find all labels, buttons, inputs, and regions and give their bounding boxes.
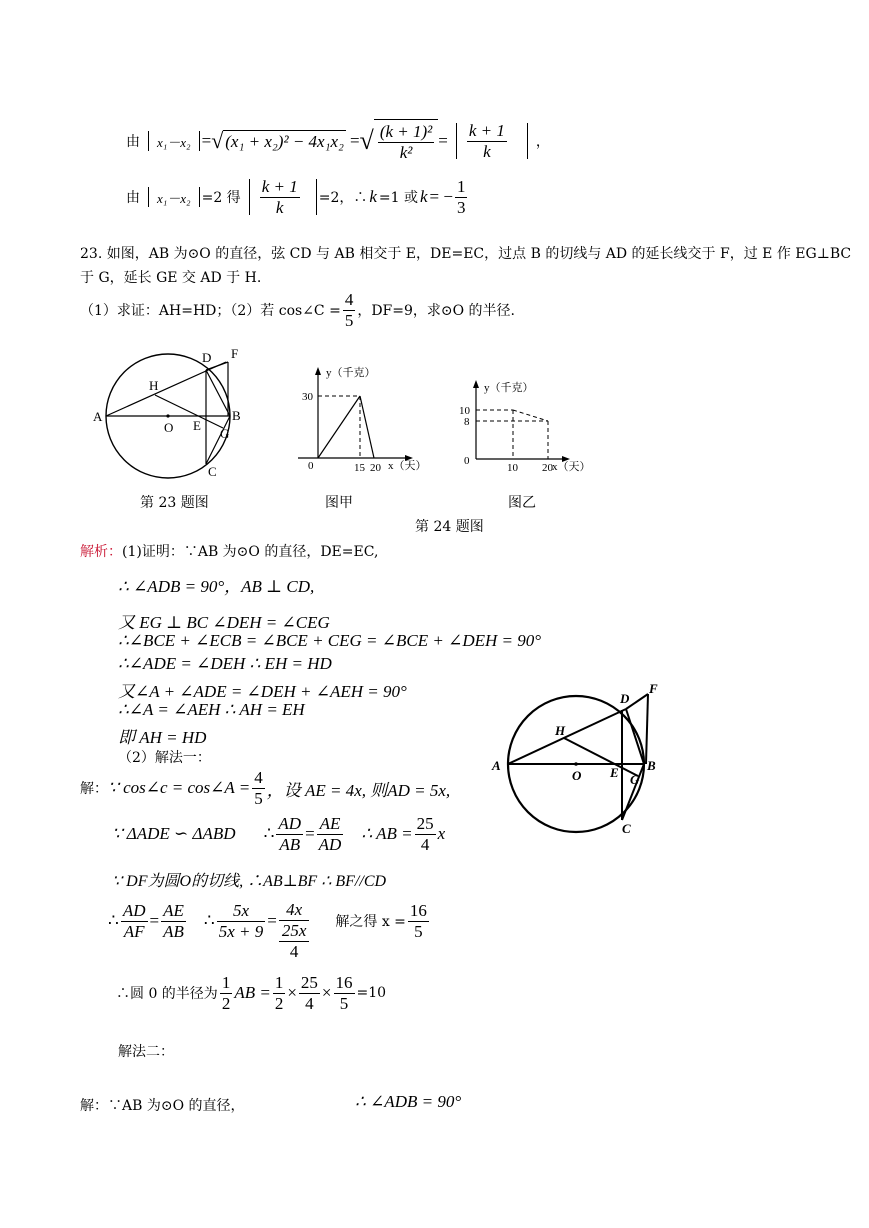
fraction (161, 901, 186, 941)
y-axis-label: y（千克） (484, 382, 534, 394)
fraction (217, 901, 266, 941)
fraction-numerator: 1 (221, 972, 231, 992)
times-sign: × (321, 983, 332, 1002)
fraction (317, 814, 344, 854)
fraction-numerator: 1 (456, 176, 466, 196)
fraction-numerator: 16 (335, 972, 353, 992)
step-2: 又 EG ⊥ BC ∠DEH = ∠CEG (118, 613, 330, 632)
last-line-right: ∴ ∠ADB = 90° (355, 1092, 462, 1111)
fraction-denominator: 2 (274, 993, 284, 1013)
fraction (415, 814, 436, 854)
problem-line-2: 于 G，延长 GE 交 AD 于 H. (80, 270, 262, 286)
fraction (121, 901, 148, 941)
fig-label: F (231, 346, 239, 361)
fraction-denominator: AB (163, 921, 184, 941)
last-line-left: 解：∵AB 为⊙O 的直径， (80, 1098, 245, 1114)
method-1-heading: （2）解法一： (118, 750, 211, 766)
equals-sign: = (149, 911, 160, 930)
fraction-numerator: 16 (409, 900, 427, 920)
solution-head (80, 541, 378, 561)
fig-label: E (193, 418, 201, 433)
step-5: 又∠A + ∠ADE = ∠DEH + ∠AEH = 90° (118, 682, 407, 701)
solution-label: 解析： (80, 544, 122, 560)
fig-label: F (649, 681, 658, 696)
radius-result: =10 (356, 985, 387, 1001)
fraction-numerator: 1 (274, 972, 284, 992)
line-db (206, 370, 230, 416)
fraction-denominator: 4 (299, 993, 320, 1014)
fraction (408, 901, 429, 941)
fraction (260, 177, 300, 217)
fig-jia-caption: 图甲 (325, 495, 353, 511)
variable-x: x (437, 824, 446, 843)
tangent-bf (646, 694, 648, 764)
fraction-denominator: 5x + 9 (218, 921, 264, 941)
fig-yi-caption: 图乙 (508, 495, 536, 511)
step-4: ∴∠ADE = ∠DEH ∴ EH = HD (118, 654, 332, 673)
fig-label: A (93, 409, 103, 424)
you-text: 由 (126, 134, 140, 150)
sqrt-fraction-wrapper (374, 119, 438, 162)
figure-right (488, 680, 678, 840)
problem-line-1: 23. 如图，AB 为⊙O 的直径，弦 CD 与 AB 相交于 E，DE=EC，过点 B 的切线与 AD 的延长线交于 F，过 E 作 EG⊥BC (80, 246, 852, 262)
sqrt-symbol: √ (211, 128, 224, 153)
therefore-sign: ∴ (203, 911, 215, 930)
y-tick: 0 (464, 455, 470, 467)
fraction-numerator: 25 (300, 972, 318, 992)
abs-bar (527, 123, 528, 159)
similarity-line (112, 812, 445, 856)
equals-sign: = (267, 911, 277, 930)
x-tick: 15 (354, 462, 365, 474)
series-slope (513, 410, 548, 421)
fraction-denominator: 5 (408, 921, 429, 942)
top-line-2 (126, 172, 469, 222)
fig-label: O (164, 420, 174, 435)
radius-line (116, 970, 386, 1016)
equals-text: =2 得 (201, 190, 241, 206)
fraction-numerator: 4x (286, 900, 303, 919)
fraction-denominator: k (260, 197, 300, 218)
ratio-line (108, 898, 431, 968)
equals-sign: = (305, 824, 315, 843)
center-o (166, 414, 169, 417)
fig-label: G (220, 426, 230, 441)
y-tick: 30 (302, 391, 313, 403)
method-2-heading: 解法二： (118, 1044, 174, 1060)
equals-negative: = − (429, 187, 453, 206)
fraction-denominator: AD (318, 834, 342, 854)
fraction-numerator: 5x (232, 900, 249, 920)
fig-label: B (647, 758, 656, 773)
fraction (252, 768, 265, 808)
sqrt-content: (x₁ + x₂)² − 4x₁x₂ (225, 132, 344, 151)
abs-bar (249, 179, 250, 215)
abs-bar (316, 179, 317, 215)
line-db (626, 709, 644, 764)
fraction-numerator: AD (278, 813, 302, 833)
y-tick: 8 (464, 416, 470, 428)
abs-bar (199, 187, 200, 207)
variable-k: k (369, 187, 377, 206)
equals-sign: = (438, 131, 448, 150)
sqrt-symbol: √ (359, 126, 374, 155)
fig-label: C (208, 464, 217, 479)
step-1: ∴ ∠ADB = 90°，AB ⊥ CD, (118, 577, 315, 596)
fraction (276, 814, 303, 854)
ab-expression: ∴ AB = (361, 824, 413, 843)
similar-triangles: ∵ ΔADE ∽ ΔABD (112, 824, 236, 843)
problem-part-2: ，DF=9，求⊙O 的半径. (357, 303, 516, 319)
fraction-denominator: AB (276, 834, 303, 855)
abs-bar (148, 187, 149, 207)
fig-label: O (572, 768, 582, 783)
fraction (334, 973, 355, 1013)
therefore-sign: ∴ (108, 911, 119, 930)
jie-label: 解： (80, 781, 108, 797)
fraction-denominator: 5 (334, 993, 355, 1014)
value-text: =1 或 (378, 190, 418, 206)
top-line-1 (126, 116, 550, 166)
fraction-denominator: 5 (254, 788, 263, 808)
fraction (455, 177, 468, 217)
times-sign: × (287, 983, 297, 1002)
fraction-numerator: k + 1 (261, 176, 298, 196)
fig-label: A (492, 758, 501, 773)
equals-text: =2，∴ (318, 190, 368, 206)
series-line-down (360, 396, 374, 458)
figure-yi (450, 375, 610, 475)
fraction-denominator: 5 (344, 310, 354, 330)
x-axis-label: x（天） (552, 461, 591, 473)
line-ad (106, 362, 226, 416)
fig-label: D (202, 350, 212, 365)
y-axis-arrow (315, 367, 321, 375)
figure-jia (288, 362, 438, 477)
fraction-numerator: AE (163, 900, 184, 920)
problem-part-1: （1）求证：AH=HD；（2）若 cos∠C = (80, 303, 341, 319)
you-text: 由 (126, 190, 140, 206)
fig-label: D (620, 691, 630, 706)
y-axis-label: y（千克） (326, 367, 376, 379)
x-tick: 0 (308, 460, 314, 472)
equals-sign: = (201, 131, 212, 150)
fraction (467, 121, 507, 161)
abs-bar (148, 131, 149, 151)
compound-fraction (279, 900, 310, 962)
comma: ， (535, 134, 550, 150)
fraction-numerator: k + 1 (468, 120, 505, 140)
fraction-denominator: AF (121, 921, 148, 942)
fraction (378, 122, 434, 162)
abs-bar (456, 123, 457, 159)
x-tick: 10 (507, 462, 518, 474)
fig-label: H (555, 723, 566, 738)
cos-assumption: ，设 AE = 4x, 则AD = 5x, (266, 780, 451, 800)
step-6: ∴∠A = ∠AEH ∴ AH = EH (118, 700, 305, 719)
fraction (220, 973, 233, 1013)
fig23-caption: 第 23 题图 (140, 495, 209, 511)
center-o (574, 762, 578, 766)
fraction (299, 973, 320, 1013)
fig-label: C (622, 821, 631, 836)
fraction-numerator: AE (319, 813, 341, 833)
fraction-inner-denominator: 4 (279, 941, 310, 962)
variable-k: k (420, 187, 428, 206)
problem-parts (80, 288, 515, 332)
fraction-denominator: k² (378, 142, 434, 163)
step-3: ∴∠BCE + ∠ECB = ∠BCE + CEG = ∠BCE + ∠DEH = 90° (118, 631, 542, 650)
x-axis-label: x（天） (388, 460, 427, 472)
fig-label: H (149, 378, 159, 393)
fraction-denominator: k (467, 141, 507, 162)
equals-sign: = (349, 131, 360, 150)
abs-expression: x₁－x₂ (157, 190, 191, 206)
tangent-line: ∵ DF为圆O的切线, ∴AB⊥BF ∴ BF//CD (112, 873, 387, 890)
fraction-denominator: 3 (456, 197, 466, 217)
series-line-up (318, 396, 360, 458)
fig-label: G (630, 772, 640, 787)
fraction-numerator: 4 (254, 767, 263, 787)
fraction (273, 973, 286, 1013)
y-axis-arrow (473, 380, 479, 388)
fraction-inner-numerator: 25x (279, 920, 310, 941)
step-7: 即 AH = HD (118, 728, 207, 747)
abs-bar (199, 131, 200, 151)
fig24-caption: 第 24 题图 (415, 519, 484, 535)
therefore-sign: ∴ (263, 824, 275, 843)
radius-text: ∴圆 0 的半径为 (116, 986, 218, 1002)
fraction-numerator: 4 (344, 289, 354, 309)
proof-head: (1)证明：∵AB 为⊙O 的直径，DE=EC, (122, 544, 379, 560)
y-tick: 10 (459, 405, 470, 417)
figure-23 (85, 340, 260, 480)
x-tick: 20 (542, 462, 553, 474)
fig-label: B (232, 408, 241, 423)
fraction-numerator: (k + 1)² (379, 122, 433, 142)
fraction-numerator: AD (122, 900, 146, 920)
fraction-numerator: 25 (416, 813, 434, 833)
abs-expression: x₁－x₂ (157, 134, 191, 150)
fig-label: E (610, 765, 619, 780)
x-tick: 20 (370, 462, 381, 474)
fraction (343, 290, 356, 330)
ab-expression: AB = (234, 983, 271, 1002)
solve-text: 解之得 x = (335, 914, 406, 930)
cos-line (80, 766, 450, 810)
fraction-denominator: 4 (415, 834, 436, 855)
cos-expression: ∵ cos∠c = cos∠A = (108, 778, 251, 797)
fraction-denominator: 2 (221, 993, 231, 1013)
